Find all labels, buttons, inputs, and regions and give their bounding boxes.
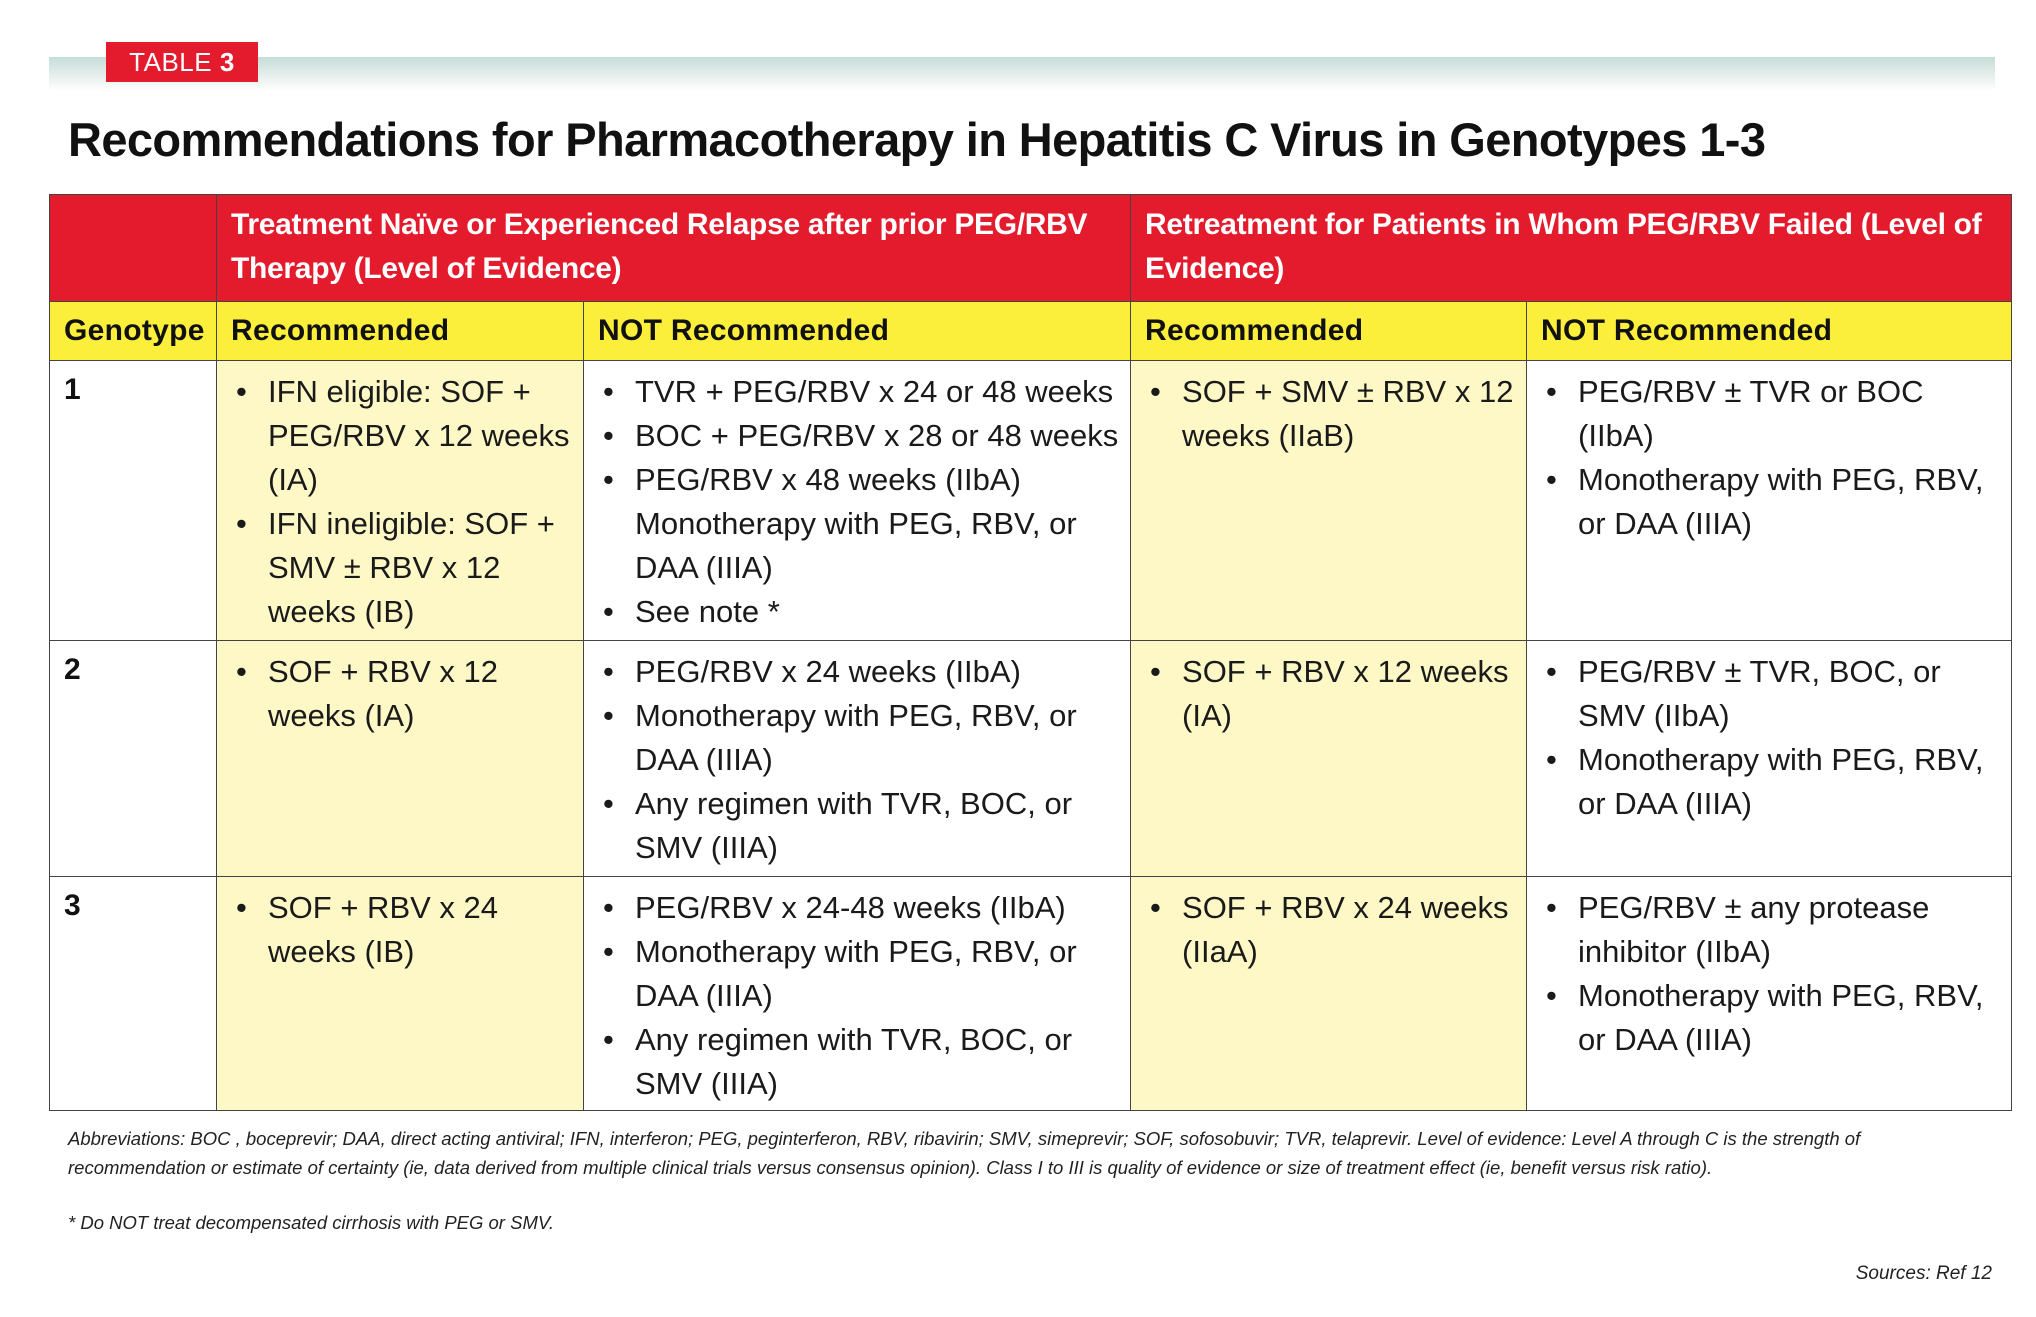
- table-row: [50, 361, 2012, 641]
- list-item: • Monotherapy with PEG, RBV, or DAA (IIIA): [599, 930, 1121, 1018]
- group-header-retreatment: Retreatment for Patients in Whom PEG/RBV Failed (Level of Evidence): [1131, 195, 2012, 302]
- rec-retreatment-cell: [1131, 877, 1527, 1111]
- abbreviations-footnote: Abbreviations: BOC , boceprevir; DAA, direct acting antiviral; IFN, interferon; PEG, peginterferon, RBV, ribavirin; SMV, simeprevir; SOF, sofosobuvir; TVR, telaprevir. Level of evidence: Level A through C is the strength of recommendation or estimate of certainty (ie, data derived from multiple clinical trials versus consensus opinion). Class I to III is quality of evidence or size of treatment effect (ie, benefit versus risk ratio).: [68, 1128, 1861, 1178]
- list-item: • PEG/RBV x 48 weeks (IIbA): [599, 458, 1121, 502]
- sources-line: Sources: Ref 12: [1855, 1263, 1992, 1284]
- rec-retreatment-cell: [1131, 641, 1527, 877]
- not-rec-naive-cell: [584, 361, 1131, 641]
- list-item: • Any regimen with TVR, BOC, or SMV (IIIA): [599, 782, 1121, 870]
- rec-naive-cell: [217, 877, 584, 1111]
- group-header-row: [50, 195, 2012, 302]
- list-item: • See note *: [599, 590, 1121, 634]
- not-rec-naive-cell: [584, 641, 1131, 877]
- recommendations-table: [49, 194, 2012, 1111]
- list-item: • Any regimen with TVR, BOC, or SMV (IIIA): [599, 1018, 1121, 1106]
- list-item: • SOF + RBV x 12 weeks (IA): [1146, 650, 1517, 738]
- column-header-row: [50, 302, 2012, 361]
- list-item: • PEG/RBV x 24-48 weeks (IIbA): [599, 886, 1121, 930]
- group-header-empty: [50, 195, 217, 302]
- table-tag: TABLE 3: [106, 42, 258, 82]
- list-item: • IFN eligible: SOF + PEG/RBV x 12 weeks (IA): [232, 370, 574, 502]
- list-item: • PEG/RBV ± TVR, BOC, or SMV (IIbA): [1542, 650, 2002, 738]
- col-not-recommended-naive: NOT Recommended: [584, 302, 1131, 361]
- page-title: Recommendations for Pharmacotherapy in Hepatitis C Virus in Genotypes 1-3: [68, 113, 1766, 166]
- list-item: Monotherapy with PEG, RBV, or DAA (IIIA): [635, 506, 1077, 585]
- list-item: • Monotherapy with PEG, RBV, or DAA (IIIA): [1542, 974, 2002, 1062]
- table-row: [50, 877, 2012, 1111]
- rec-naive-cell: [217, 361, 584, 641]
- list-item: • IFN ineligible: SOF + SMV ± RBV x 12 weeks (IB): [232, 502, 574, 634]
- list-item: • SOF + SMV ± RBV x 12 weeks (IIaB): [1146, 370, 1517, 458]
- col-recommended-naive: Recommended: [217, 302, 584, 361]
- asterisk-note: * Do NOT treat decompensated cirrhosis with PEG or SMV.: [68, 1212, 554, 1233]
- genotype-cell: 3: [50, 877, 217, 1111]
- header-band: [49, 57, 1995, 91]
- list-item: • TVR + PEG/RBV x 24 or 48 weeks: [599, 370, 1121, 414]
- not-rec-retreatment-cell: [1527, 641, 2012, 877]
- genotype-cell: 2: [50, 641, 217, 877]
- list-item: • Monotherapy with PEG, RBV, or DAA (IIIA): [599, 694, 1121, 782]
- list-item: • BOC + PEG/RBV x 28 or 48 weeks: [599, 414, 1121, 458]
- rec-retreatment-cell: [1131, 361, 1527, 641]
- group-header-naive: Treatment Naïve or Experienced Relapse after prior PEG/RBV Therapy (Level of Evidence): [217, 195, 1131, 302]
- list-item: • PEG/RBV ± any protease inhibitor (IIbA): [1542, 886, 2002, 974]
- list-item: • Monotherapy with PEG, RBV, or DAA (IIIA): [1542, 738, 2002, 826]
- genotype-cell: 1: [50, 361, 217, 641]
- table-row: [50, 641, 2012, 877]
- list-item: • SOF + RBV x 24 weeks (IB): [232, 886, 574, 974]
- list-item: • Monotherapy with PEG, RBV, or DAA (IIIA): [1542, 458, 2002, 546]
- list-item: • PEG/RBV ± TVR or BOC (IIbA): [1542, 370, 2002, 458]
- col-genotype: Genotype: [50, 302, 217, 361]
- not-rec-naive-cell: [584, 877, 1131, 1111]
- rec-naive-cell: [217, 641, 584, 877]
- list-item: • SOF + RBV x 12 weeks (IA): [232, 650, 574, 738]
- not-rec-retreatment-cell: [1527, 877, 2012, 1111]
- list-item: • PEG/RBV x 24 weeks (IIbA): [599, 650, 1121, 694]
- col-recommended-retreatment: Recommended: [1131, 302, 1527, 361]
- list-item: • SOF + RBV x 24 weeks (IIaA): [1146, 886, 1517, 974]
- not-rec-retreatment-cell: [1527, 361, 2012, 641]
- col-not-recommended-retreatment: NOT Recommended: [1527, 302, 2012, 361]
